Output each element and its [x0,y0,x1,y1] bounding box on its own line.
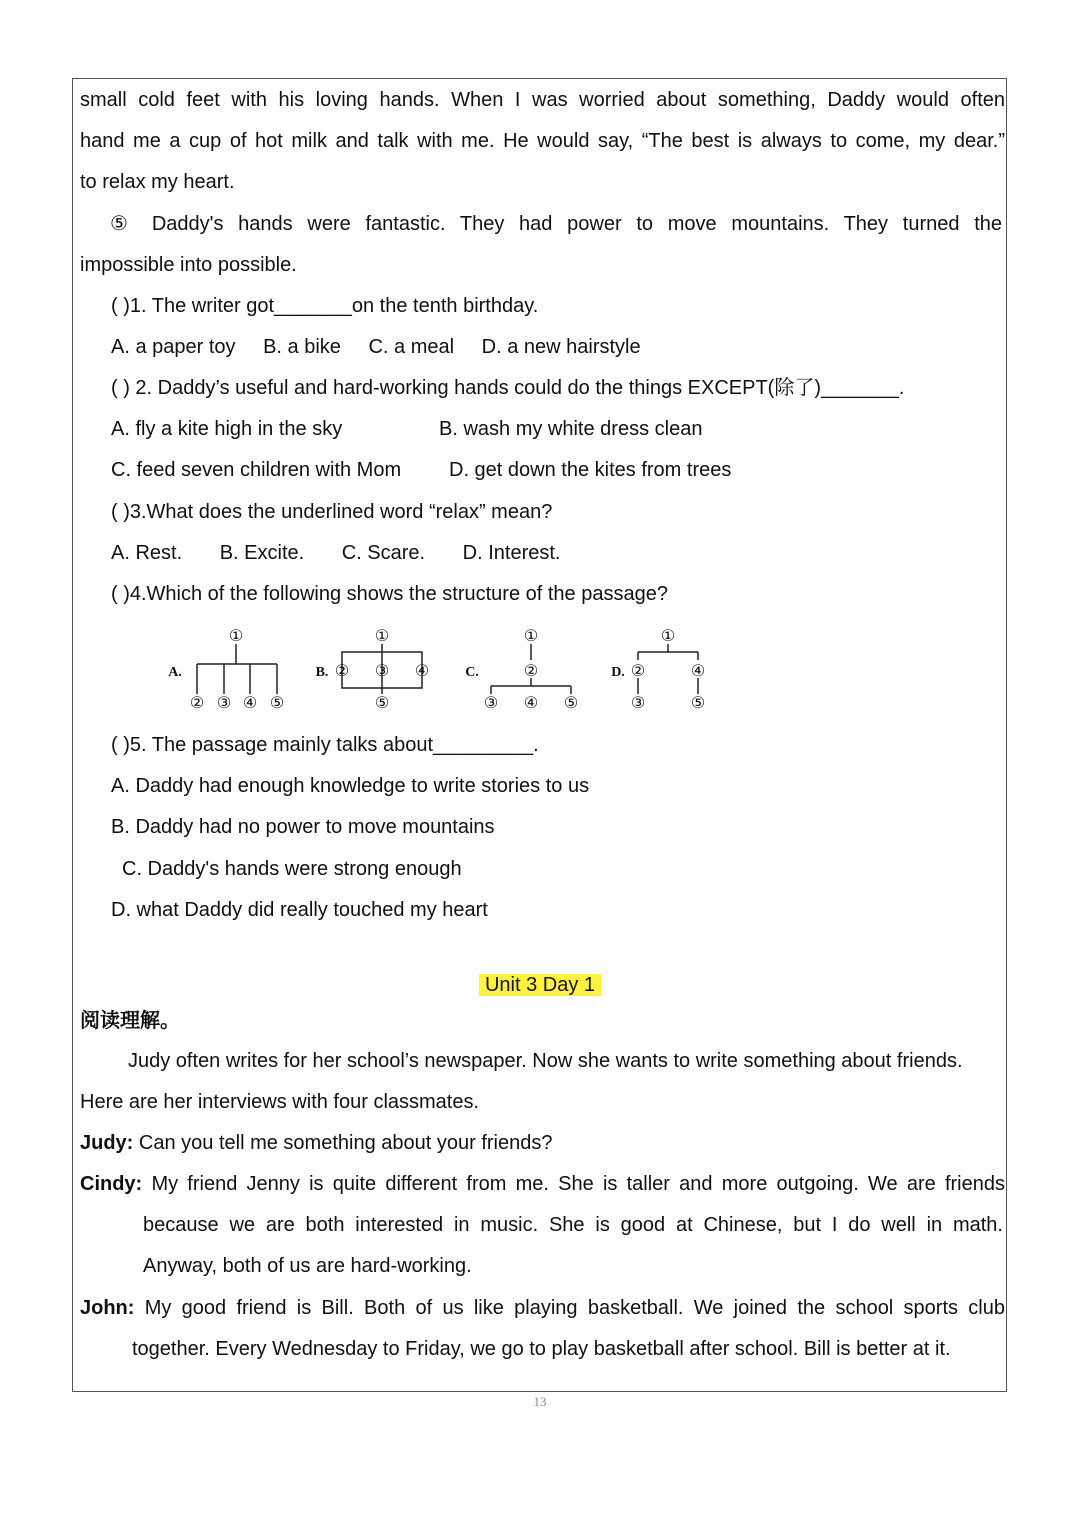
option-b: B. wash my white dress clean [439,418,703,440]
diagram-label-a: A. [168,665,182,680]
interview-cindy [80,1164,1005,1205]
option-d: D. Interest. [462,542,561,564]
passage-line: to relax my heart. [80,171,235,193]
question-2-stem: ( ) 2. Daddy’s useful and hard-working hands could do the things EXCEPT(除了)_______. [111,377,905,399]
question-2-options-cd [111,450,1036,491]
passage-line: impossible into possible. [80,254,297,276]
question-2-options-ab [111,409,1036,450]
node: ① [374,628,390,645]
node: ② [334,663,350,680]
page-number: 13 [533,1394,547,1409]
node: ④ [523,695,539,712]
speaker-text: Can you tell me something about your friends? [138,1132,553,1154]
option-b: B. Daddy had no power to move mountains [111,816,495,838]
diagram-label-d: D. [611,665,625,680]
question-3-options [111,533,1036,574]
option-a: A. a paper toy [111,336,236,358]
option-a: A. Rest. [111,542,183,564]
question-5-stem: ( )5. The passage mainly talks about_________. [111,734,539,756]
speaker-name: Cindy: [80,1173,143,1195]
node: ④ [690,663,706,680]
node: ④ [242,695,258,712]
node: ③ [216,695,232,712]
passage-line: Anyway, both of us are hard-working. [143,1255,472,1277]
node: ① [660,628,676,645]
node: ② [630,663,646,680]
option-b: B. a bike [263,336,341,358]
passage-line: Here are her interviews with four classmates. [80,1091,480,1113]
node: ③ [483,695,499,712]
node: ⑤ [374,695,390,712]
diagram-label-c: C. [465,665,479,680]
section-title: 阅读理解。 [80,1008,180,1032]
paragraph-5: ⑤ Daddy's hands were fantastic. They had power to move mountains. They turned the [110,213,1002,235]
passage-line: because we are both interested in music. She is good at Chinese, but I do well in math. [143,1214,1003,1236]
node: ② [523,663,539,680]
node: ① [523,628,539,645]
option-c: C. a meal [368,336,455,358]
option-c: C. feed seven children with Mom [111,459,402,481]
node: ⑤ [269,695,285,712]
interview-john [80,1288,1005,1329]
passage-line: hand me a cup of hot milk and talk with me. He would say, “The best is always to come, my dear.” [80,130,1005,152]
speaker-text: My good friend is Bill. Both of us like playing basketball. We joined the school sports club [144,1297,1005,1319]
diagram-label-b: B. [315,665,329,680]
node: ① [228,628,244,645]
option-a: A. fly a kite high in the sky [111,418,343,440]
structure-diagrams [160,624,720,716]
node: ② [189,695,205,712]
node: ④ [414,663,430,680]
option-d: D. get down the kites from trees [449,459,732,481]
question-4-stem: ( )4.Which of the following shows the structure of the passage? [111,583,668,605]
node: ⑤ [690,695,706,712]
speaker-text: My friend Jenny is quite different from me. She is taller and more outgoing. We are friends [151,1173,1005,1195]
option-d: D. what Daddy did really touched my heart [111,899,488,921]
unit-title: Unit 3 Day 1 [479,974,601,996]
passage-line: Judy often writes for her school’s newspaper. Now she wants to write something about friends. [128,1050,963,1072]
option-c: C. Scare. [341,542,426,564]
passage-line: together. Every Wednesday to Friday, we go to play basketball after school. Bill is better at it. [132,1338,951,1360]
node: ③ [630,695,646,712]
speaker-name: John: [80,1297,135,1319]
speaker-name: Judy: [80,1132,134,1154]
option-d: D. a new hairstyle [481,336,641,358]
option-a: A. Daddy had enough knowledge to write stories to us [111,775,590,797]
question-1-stem: ( )1. The writer got_______on the tenth birthday. [111,295,539,317]
question-1-options [111,327,1036,368]
node: ⑤ [563,695,579,712]
interview-judy [80,1123,1005,1164]
option-b: B. Excite. [219,542,305,564]
passage-line: small cold feet with his loving hands. When I was worried about something, Daddy would often [80,89,1005,111]
question-3-stem: ( )3.What does the underlined word “relax” mean? [111,501,553,523]
node: ③ [374,663,390,680]
option-c: C. Daddy's hands were strong enough [122,858,462,880]
